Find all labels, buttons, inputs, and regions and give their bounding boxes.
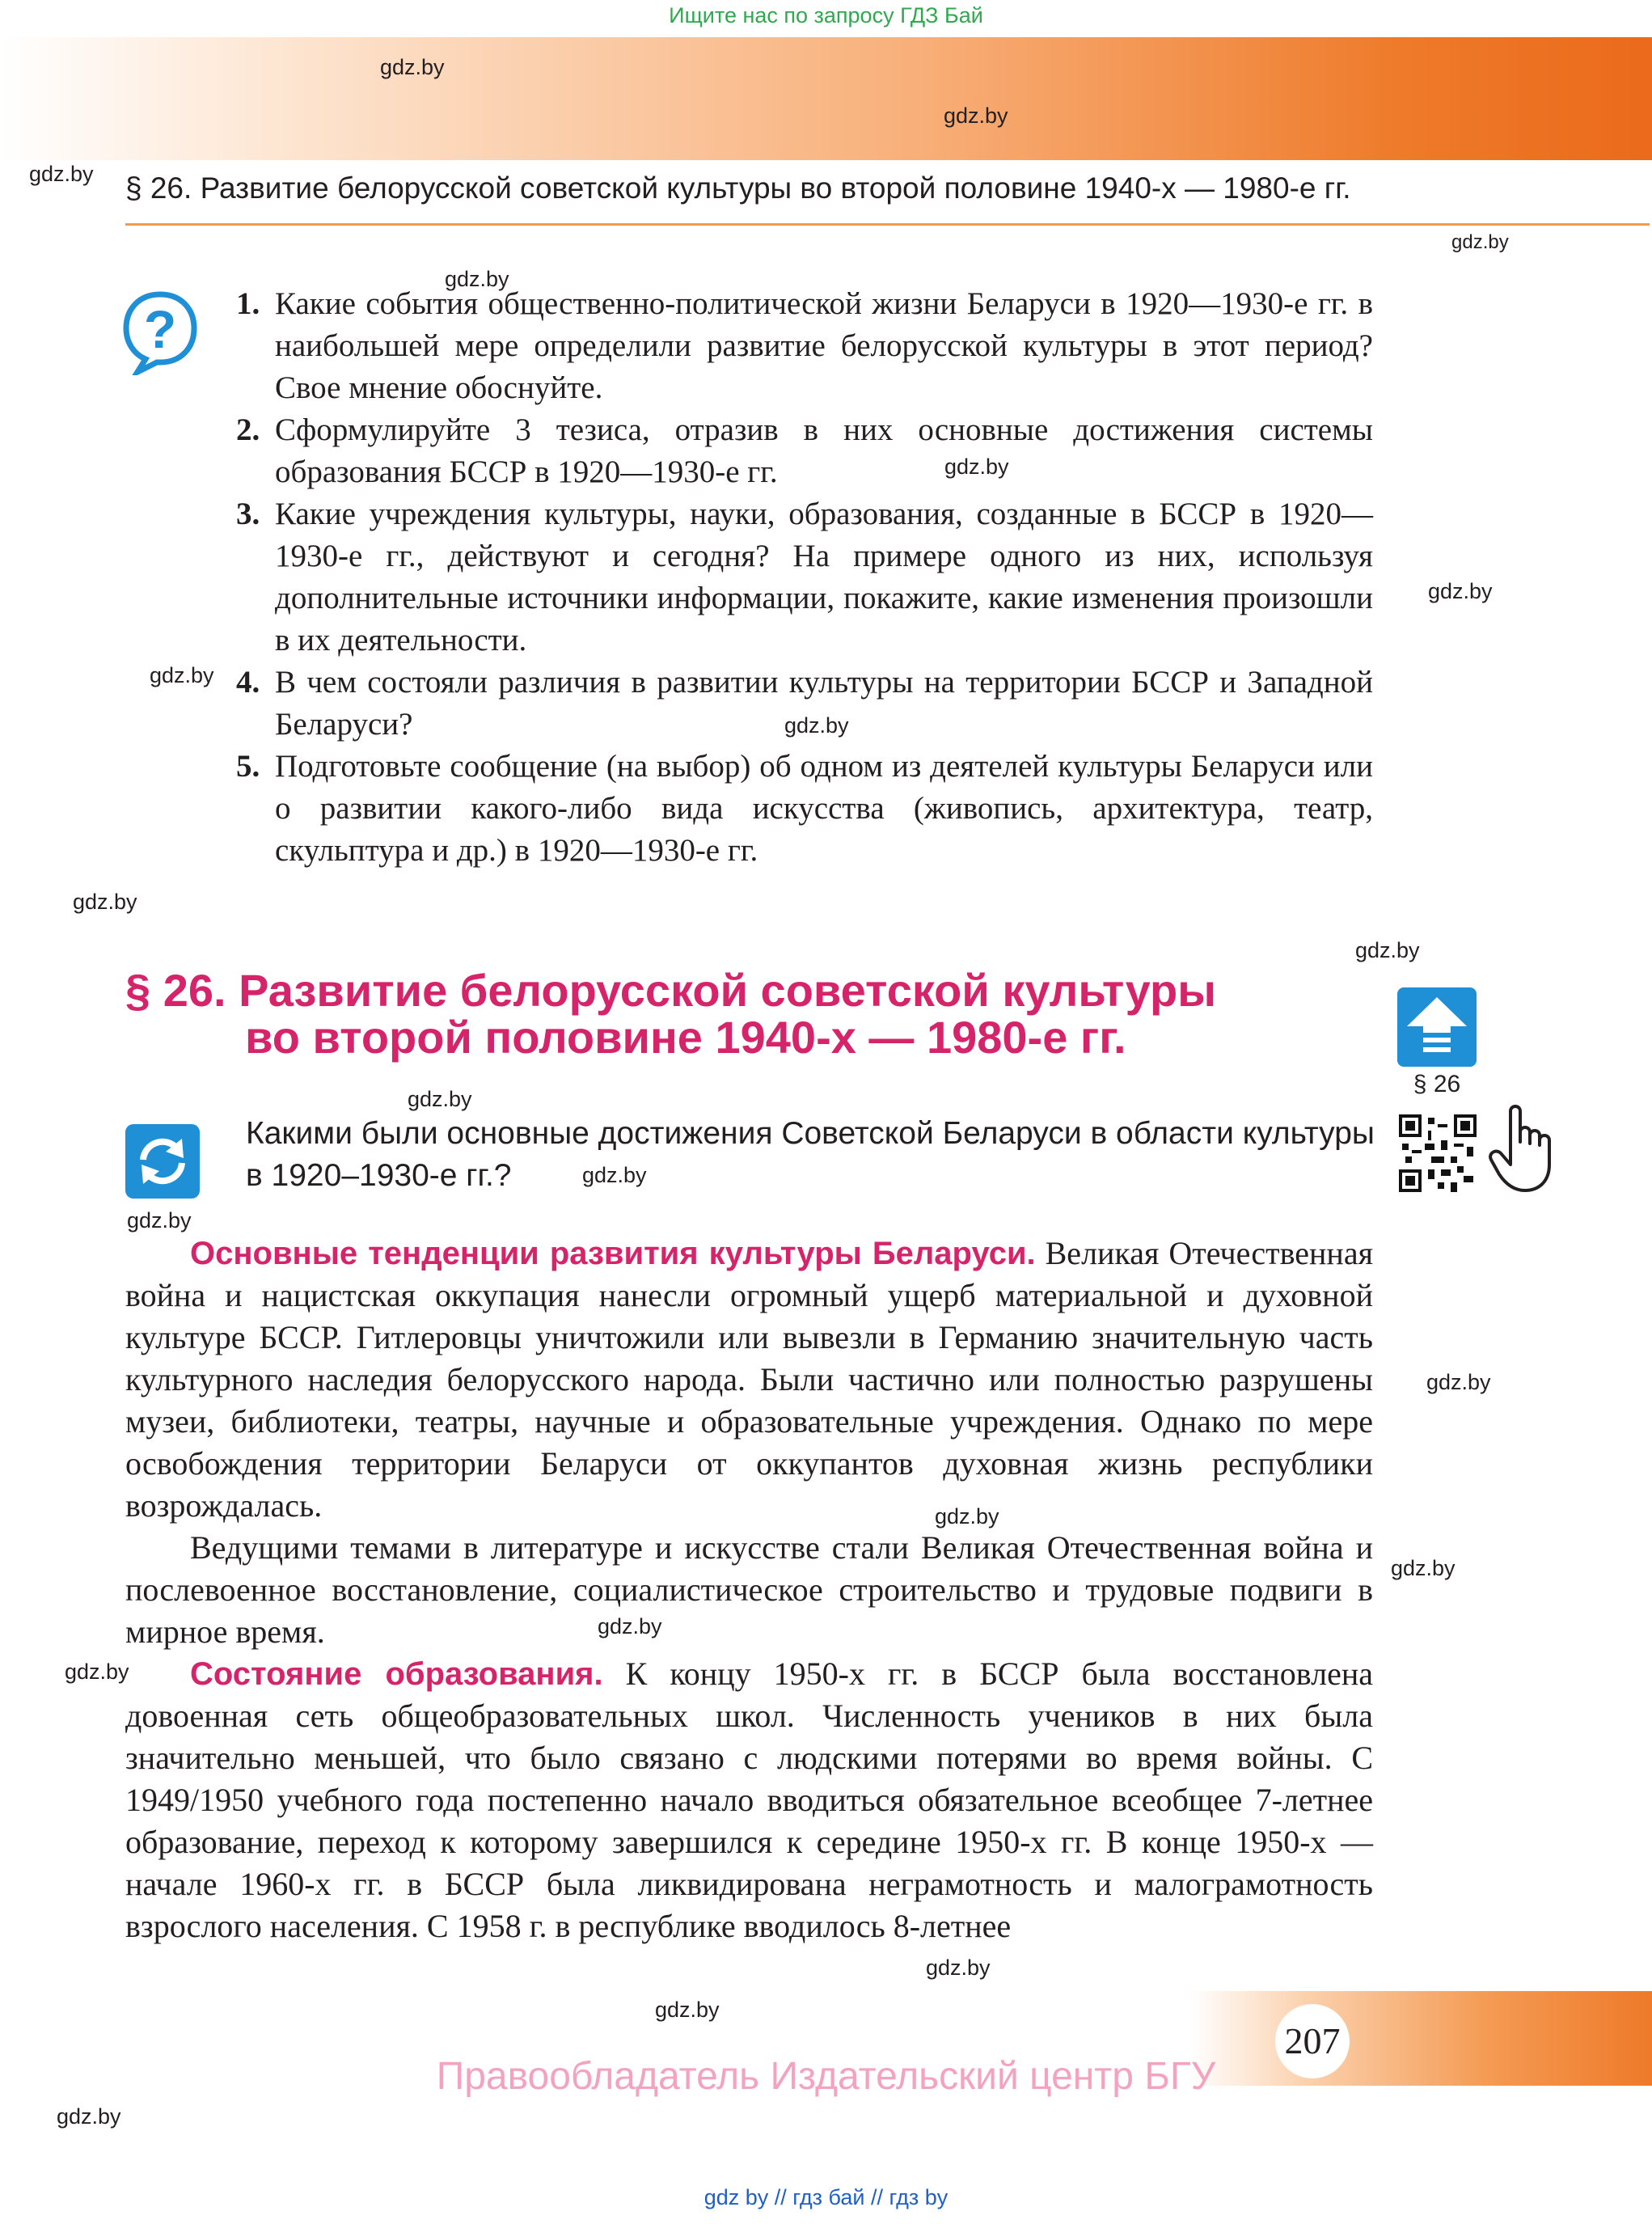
question-item: 3. Какие учреждения культуры, науки, образования, созданные в БССР в 1920—1930-е гг., действуют и сегодня? На примере одного из них, используя дополнительные источники информации, покажите, какие изменения произошли в их деятельности.	[236, 497, 1373, 657]
watermark: gdz.by	[784, 713, 849, 738]
rubric-trends: Основные тенденции развития культуры Беларуси.	[190, 1236, 1036, 1271]
header-rule	[125, 223, 1650, 226]
watermark: gdz.by	[944, 455, 1009, 479]
watermark: gdz.by	[73, 890, 137, 914]
watermark: gdz.by	[1428, 579, 1493, 603]
watermark: gdz.by	[1355, 938, 1420, 962]
section-title-line2: во второй половине 1940-х — 1980-е гг.	[245, 1012, 1126, 1063]
paragraph: Ведущими темами в литературе и искусстве стали Великая Отечественная война и послевоенное восстановление, социалистическое строительство и трудовые подвиги в мирное время.	[125, 1529, 1373, 1650]
section-link-label[interactable]: § 26	[1413, 1071, 1461, 1097]
refresh-icon	[125, 1124, 200, 1199]
page-number: 207	[1275, 2004, 1350, 2078]
pointing-hand-icon	[1486, 1100, 1572, 1197]
qr-code-icon[interactable]	[1399, 1114, 1477, 1192]
body-section-trends	[125, 1233, 1373, 1947]
watermark: gdz.by	[57, 2104, 121, 2129]
watermark: gdz.by	[1451, 231, 1509, 253]
svg-text:?: ?	[143, 299, 177, 359]
paragraph: Великая Отечественная война и нацистская оккупация нанесли огромный ущерб материальной и духовной культуре БССР. Гитлеровцы уничтожили или вывезли в Германию значительную часть культурного наследия белорусского народа. Были частично или полностью разрушены музеи, библиотеки, театры, научные и образовательные учреждения. Однако по мере освобождения территории Беларуси от оккупантов духовная жизнь республики возрождалась.	[125, 1235, 1373, 1524]
rights-holder: Правообладатель Издательский центр БГУ	[436, 2055, 1216, 2098]
watermark: gdz.by	[127, 1208, 192, 1233]
watermark: gdz.by	[65, 1660, 129, 1684]
header-band	[0, 37, 1652, 160]
watermark: gdz.by	[582, 1163, 647, 1187]
paragraph: К концу 1950-х гг. в БССР была восстановлена довоенная сеть общеобразовательных школ. Численность учеников в них была значительно меньшей, что было связано с людскими потерями во время войны. С 1949/1950 учебного года постепенно начало вводиться обязательное всеобщее 7-летнее образование, переход к которому завершился к середине 1950-х гг. В конце 1950-х — начале 1960-х гг. в БССР была ликвидирована неграмотность и малограмотность взрослого населения. С 1958 г. в республике вводилось 8-летнее	[125, 1655, 1374, 1944]
watermark: gdz.by	[926, 1956, 991, 1980]
watermark: gdz.by	[1391, 1556, 1456, 1580]
question-item: 2. Сформулируйте 3 тезиса, отразив в них основные достижения системы образования БССР в 1920—1930-е гг.	[236, 412, 1373, 489]
watermark: gdz.by	[408, 1087, 472, 1111]
questions-list	[236, 283, 1373, 872]
watermark: gdz.by	[944, 104, 1008, 128]
rubric-education: Состояние образования.	[190, 1656, 603, 1692]
watermark: gdz.by	[1426, 1370, 1491, 1394]
intro-question: Какими были основные достижения Советской Беларуси в области культуры в 1920–1930-е гг.?	[246, 1116, 1375, 1193]
footer-links[interactable]: gdz by // гдз бай // гдз by	[703, 2185, 949, 2209]
section-title-line1: § 26. Развитие белорусской советской культуры	[125, 965, 1217, 1016]
question-item: 5. Подготовьте сообщение (на выбор) об одном из деятелей культуры Беларуси или о развитии какого-либо вида искусства (живопись, архитектура, театр, скульптура и др.) в 1920—1930-е гг.	[236, 749, 1373, 868]
watermark: gdz.by	[655, 1998, 720, 2022]
question-item: 1. Какие события общественно-политической жизни Беларуси в 1920—1930-е гг. в наибольшей мере определили развитие белорусской культуры в этот период? Свое мнение обоснуйте.	[236, 286, 1373, 405]
watermark: gdz.by	[598, 1614, 662, 1638]
watermark: gdz.by	[445, 267, 509, 291]
watermark: gdz.by	[29, 162, 94, 186]
question-item: 4. В чем состояли различия в развитии культуры на территории БССР и Западной Беларуси?	[236, 665, 1373, 742]
section-title	[125, 967, 1216, 1061]
question-icon	[121, 290, 199, 375]
watermark: gdz.by	[935, 1504, 999, 1528]
up-arrow-icon[interactable]	[1397, 987, 1477, 1067]
running-head: § 26. Развитие белорусской советской культуры во второй половине 1940-х — 1980-е гг.	[125, 171, 1351, 205]
search-hint: Ищите нас по запросу ГДЗ Бай	[669, 3, 983, 27]
watermark: gdz.by	[150, 663, 214, 687]
watermark: gdz.by	[380, 55, 445, 79]
